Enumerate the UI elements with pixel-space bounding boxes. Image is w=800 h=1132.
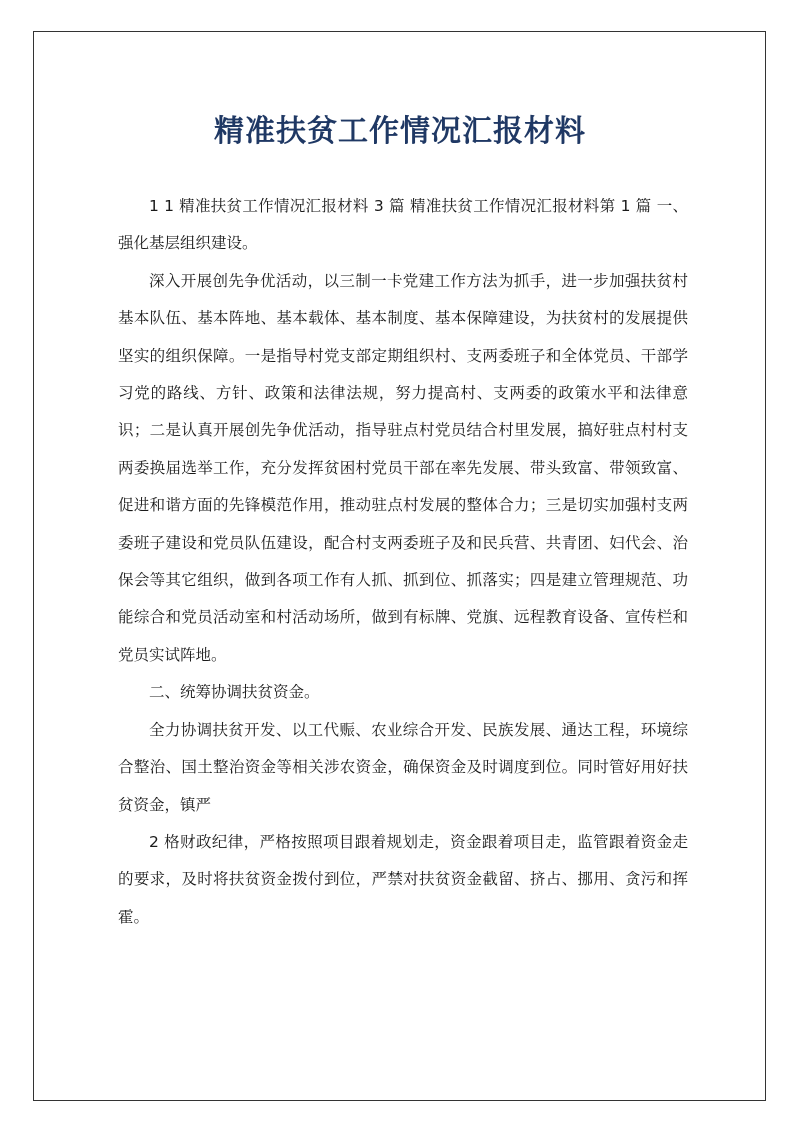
paragraph-organization: 深入开展创先争优活动，以三制一卡党建工作方法为抓手，进一步加强扶贫村基本队伍、基本阵地、基本载体、基本制度、基本保障建设，为扶贫村的发展提供坚实的组织保障。一是指导村党支部定期组织村、支两委班子和全体党员、干部学习党的路线、方针、政策和法律法规，努力提高村、支两委的政策水平和法律意识；二是认真开展创先争优活动，指导驻点村党员结合村里发展，搞好驻点村村支两委换届选举工作，充分发挥贫困村党员干部在率先发展、带头致富、带领致富、促进和谐方面的先锋模范作用，推动驻点村发展的整体合力；三是切实加强村支两委班子建设和党员队伍建设，配合村支两委班子及和民兵营、共青团、妇代会、治保会等其它组织，做到各项工作有人抓、抓到位、抓落实；四是建立管理规范、功能综合和党员活动室和村活动场所，做到有标牌、党旗、远程教育设备、宣传栏和党员实试阵地。 (118, 271, 688, 664)
paragraph-discipline: 2 格财政纪律，严格按照项目跟着规划走，资金跟着项目走，监管跟着资金走的要求，及时将扶贫资金拨付到位，严禁对扶贫资金截留、挤占、挪用、贪污和挥霍。 (118, 832, 688, 926)
document-title: 精准扶贫工作情况汇报材料 (214, 114, 586, 149)
document-body (118, 188, 688, 936)
paragraph-intro: 1 1 精准扶贫工作情况汇报材料 3 篇 精准扶贫工作情况汇报材料第 1 篇 一、强化基层组织建设。 (118, 197, 688, 253)
paragraph-funds: 全力协调扶贫开发、以工代赈、农业综合开发、民族发展、通达工程，环境综合整治、国土整治资金等相关涉农资金，确保资金及时调度到位。同时管好用好扶贫资金，镇严 (118, 720, 688, 814)
paragraph-heading-funds: 二、统筹协调扶贫资金。 (149, 683, 320, 702)
